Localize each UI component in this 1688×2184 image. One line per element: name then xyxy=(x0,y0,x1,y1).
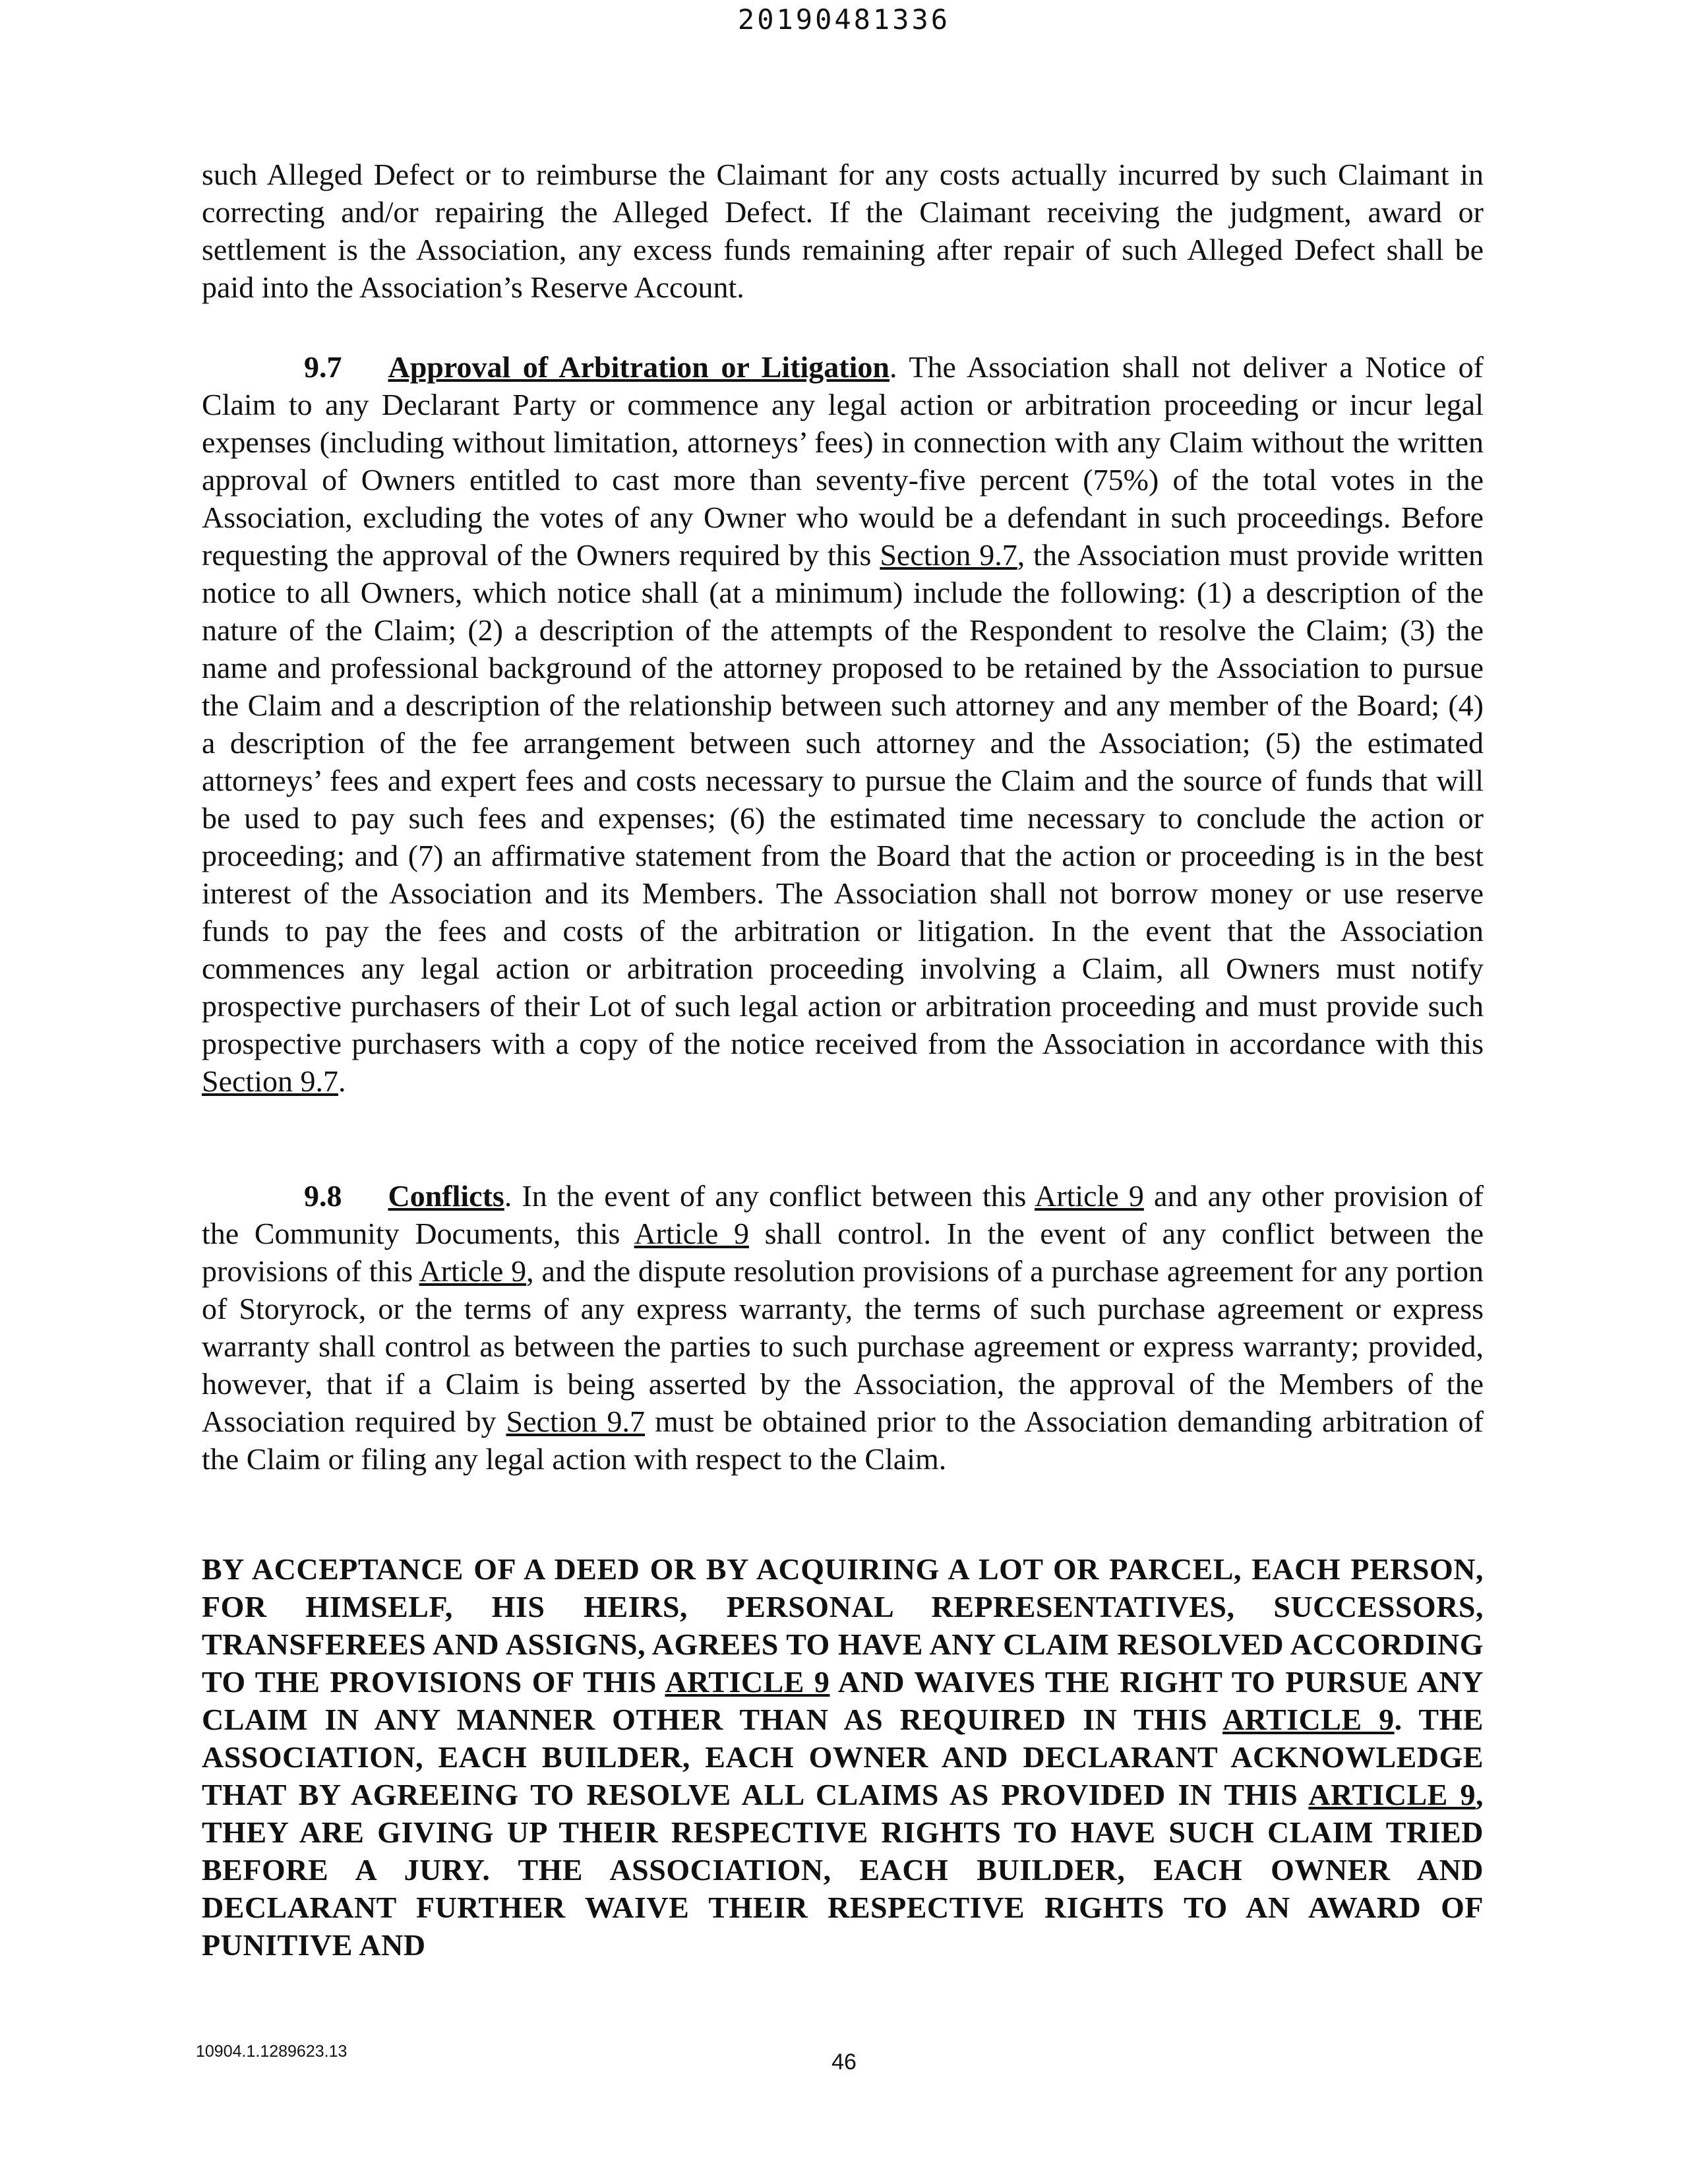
article-reference: ARTICLE 9 xyxy=(1308,1778,1476,1811)
section-title-period: . xyxy=(889,350,897,384)
intro-text: such Alleged Defect or to reimburse the Claimant for any costs actually incurred by such Claimant in correcting and/or repairing the Alleged Defect. If the Claimant receiving the judgment, award or settlement is the Association, any excess funds remaining after repair of such Alleged Defect shall be paid into the Association’s Reserve Account. xyxy=(202,158,1484,304)
section-reference: Section 9.7 xyxy=(202,1064,338,1098)
caps-text: AND WAIVES THE RIGHT TO PURSUE ANY CLAIM IN ANY MANNER OTHER THAN AS REQUIRED IN THIS xyxy=(202,1665,1484,1736)
caps-text: . THE ASSOCIATION, EACH BUILDER, EACH OWNER AND DECLARANT ACKNOWLEDGE THAT BY AGREEING TO RESOLVE ALL CLAIMS AS PROVIDED IN THIS xyxy=(202,1703,1484,1811)
caps-text: BY ACCEPTANCE OF A DEED OR BY ACQUIRING A LOT OR PARCEL, EACH PERSON, FOR HIMSELF, HIS HEIRS, PERSONAL REPRESENTATIVES, SUCCESSORS, TRANSFEREES AND ASSIGNS, AGREES TO HAVE ANY CLAIM RESOLVED ACCORDING TO THE PROVISIONS OF THIS xyxy=(202,1552,1484,1699)
intro-paragraph xyxy=(202,156,1484,306)
section-number: 9.7 xyxy=(304,350,342,384)
jury-waiver-paragraph xyxy=(202,1550,1484,1964)
section-text: , and the dispute resolution provisions of a purchase agreement for any portion of Storyrock, or the terms of any express warranty, the terms of such purchase agreement or express warranty shall control as between the parties to such purchase agreement or express warranty; provided, however, that if a Claim is being asserted by the Association, the approval of the Members of the Association required by xyxy=(202,1254,1484,1438)
section-text: In the event of any conflict between this xyxy=(512,1179,1035,1213)
section-title: Approval of Arbitration or Litigation xyxy=(388,350,889,384)
section-text: . xyxy=(338,1064,346,1098)
footer-doc-id: 10904.1.1289623.13 xyxy=(196,2042,347,2061)
article-reference: Article 9 xyxy=(1035,1179,1144,1213)
section-9-8-paragraph xyxy=(202,1177,1484,1478)
section-text: and any other provision of the Community Documents, this xyxy=(202,1179,1484,1250)
article-reference: Article 9 xyxy=(419,1254,527,1288)
section-text: The Association shall not deliver a Notice of Claim to any Declarant Party or commence any legal action or arbitration proceeding or incur legal expenses (including without limitation, attorneys’ fees) in connection with any Claim without the written approval of Owners entitled to cast more than seventy-five percent (75%) of the total votes in the Association, excluding the votes of any Owner who would be a defendant in such proceedings. Before requesting the approval of the Owners required by this xyxy=(202,350,1484,572)
section-title-period: . xyxy=(504,1179,512,1213)
recording-number: 20190481336 xyxy=(737,3,951,36)
section-number: 9.8 xyxy=(304,1179,342,1213)
section-reference: Section 9.7 xyxy=(880,538,1017,572)
section-text: shall control. In the event of any conflict between the provisions of this xyxy=(202,1217,1484,1288)
page-number: 46 xyxy=(831,2049,857,2075)
article-reference: ARTICLE 9 xyxy=(665,1665,830,1699)
section-text: must be obtained prior to the Association demanding arbitration of the Claim or filing any legal action with respect to the Claim. xyxy=(202,1405,1484,1476)
article-reference: ARTICLE 9 xyxy=(1222,1703,1395,1736)
caps-text: , THEY ARE GIVING UP THEIR RESPECTIVE RIGHTS TO HAVE SUCH CLAIM TRIED BEFORE A JURY. THE ASSOCIATION, EACH BUILDER, EACH OWNER AND DECLARANT FURTHER WAIVE THEIR RESPECTIVE RIGHTS TO AN AWARD OF PUNITIVE AND xyxy=(202,1778,1484,1962)
section-title: Conflicts xyxy=(388,1179,504,1213)
article-reference: Article 9 xyxy=(634,1217,749,1250)
section-text: , the Association must provide written notice to all Owners, which notice shall (at a minimum) include the following: (1) a description of the nature of the Claim; (2) a description of the attempts of the Respondent to resolve the Claim; (3) the name and professional background of the attorney proposed to be retained by the Association to pursue the Claim and a description of the relationship between such attorney and any member of the Board; (4) a description of the fee arrangement between such attorney and the Association; (5) the estimated attorneys’ fees and expert fees and costs necessary to pursue the Claim and the source of funds that will be used to pay such fees and expenses; (6) the estimated time necessary to conclude the action or proceeding; and (7) an affirmative statement from the Board that the action or proceeding is in the best interest of the Association and its Members. The Association shall not borrow money or use reserve funds to pay the fees and costs of the arbitration or litigation. In the event that the Association commences any legal action or arbitration proceeding involving a Claim, all Owners must notify prospective purchasers of their Lot of such legal action or arbitration proceeding and must provide such prospective purchasers with a copy of the notice received from the Association in accordance with this xyxy=(202,538,1484,1060)
section-reference: Section 9.7 xyxy=(506,1405,646,1438)
section-9-7-paragraph xyxy=(202,348,1484,1100)
